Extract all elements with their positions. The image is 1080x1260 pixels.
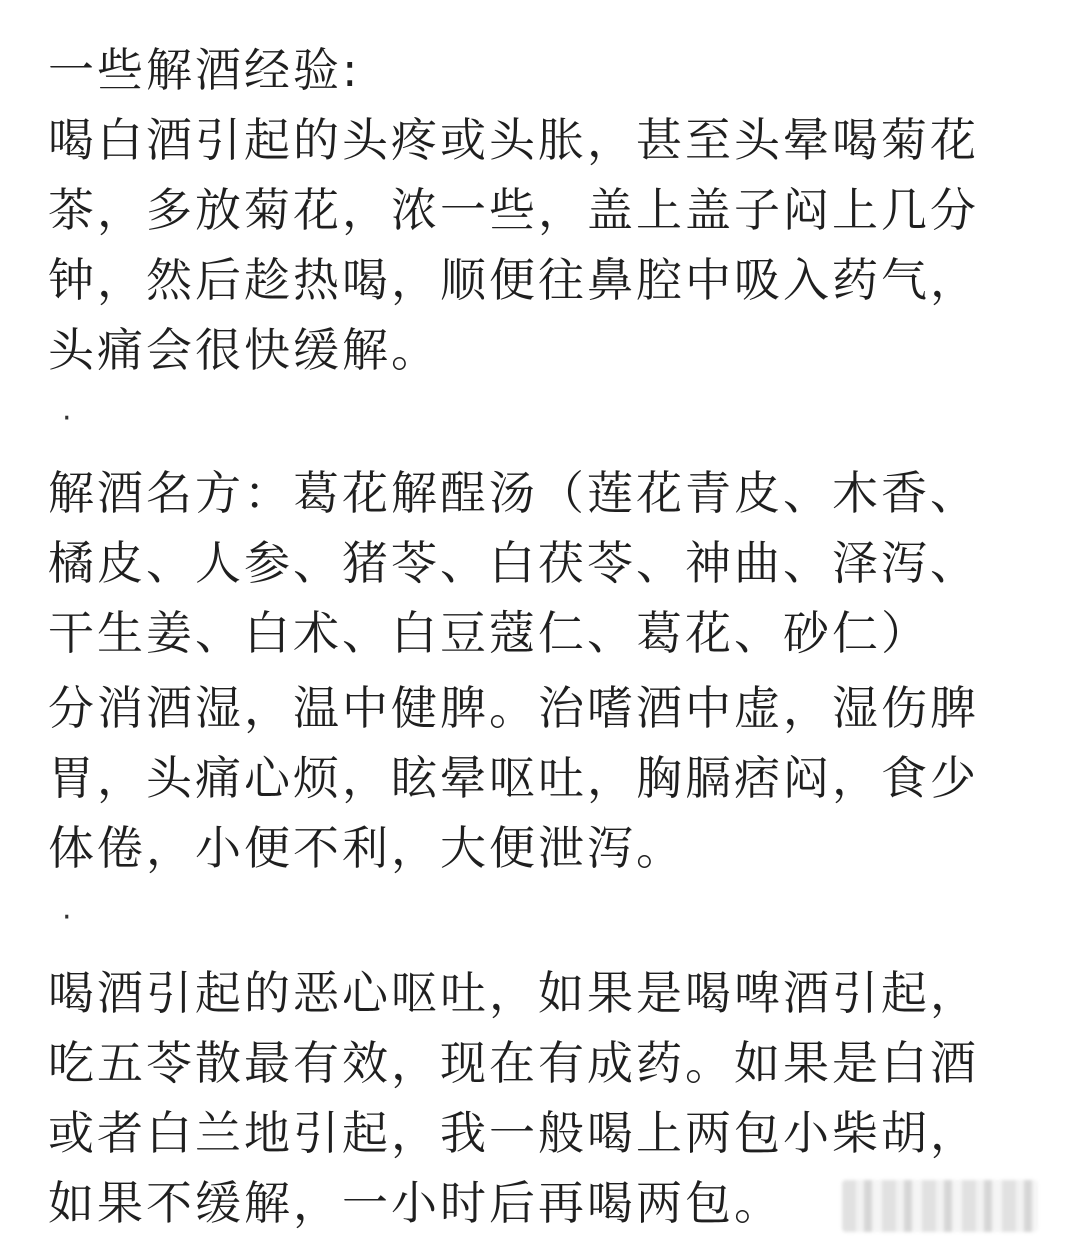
- paragraph-line: 钟，然后趁热喝，顺便往鼻腔中吸入药气，: [48, 253, 979, 307]
- paragraph-line: 橘皮、人参、猪苓、白茯苓、神曲、泽泻、: [48, 536, 979, 590]
- separator-dot: ·: [62, 401, 72, 436]
- paragraph-line: 体倦，小便不利，大便泄泻。: [48, 821, 685, 875]
- separator-dot: ·: [62, 900, 72, 935]
- paragraph-line: 吃五苓散最有效，现在有成药。如果是白酒: [48, 1036, 979, 1090]
- document-heading: 一些解酒经验:: [48, 43, 361, 97]
- paragraph-line: 胃，头痛心烦，眩晕呕吐，胸膈痞闷，食少: [48, 751, 979, 805]
- paragraph-line: 头痛会很快缓解。: [48, 323, 440, 377]
- paragraph-line: 喝酒引起的恶心呕吐，如果是喝啤酒引起，: [48, 966, 979, 1020]
- paragraph-line: 如果不缓解，一小时后再喝两包。: [48, 1176, 783, 1230]
- paragraph-line: 干生姜、白术、白豆蔻仁、葛花、砂仁）: [48, 606, 930, 660]
- paragraph-line: 或者白兰地引起，我一般喝上两包小柴胡，: [48, 1106, 979, 1160]
- paragraph-line: 茶，多放菊花，浓一些，盖上盖子闷上几分: [48, 183, 979, 237]
- blurred-watermark: [842, 1180, 1038, 1232]
- paragraph-line: 喝白酒引起的头疼或头胀，甚至头晕喝菊花: [48, 113, 979, 167]
- paragraph-line: 分消酒湿，温中健脾。治嗜酒中虚，湿伤脾: [48, 681, 979, 735]
- paragraph-line: 解酒名方：葛花解酲汤（莲花青皮、木香、: [48, 466, 979, 520]
